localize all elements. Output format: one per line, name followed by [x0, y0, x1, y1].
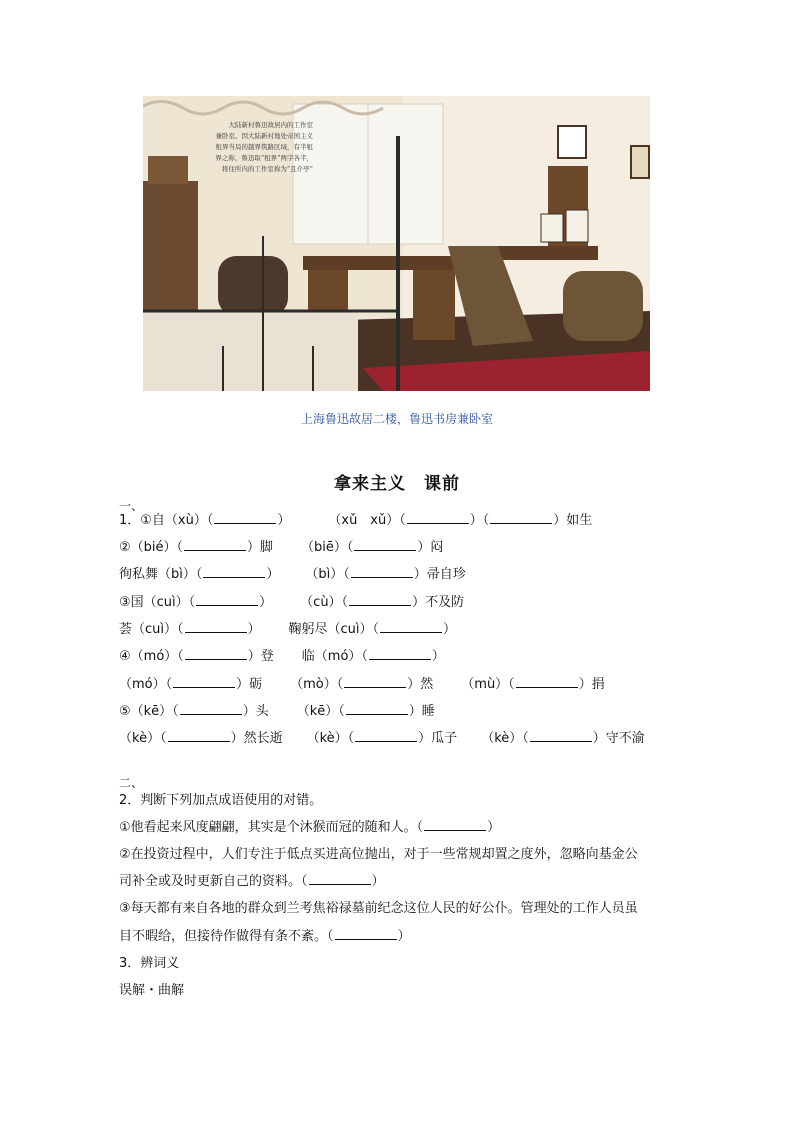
- answer-blank[interactable]: [214, 512, 276, 524]
- question-2-item-3-line-2: 目不暇给，但接待作做得有条不紊。（ ）: [119, 929, 411, 944]
- answer-blank[interactable]: [196, 594, 258, 606]
- question-row-9: （kè）（ ）然长逝 （kè）（ ）瓜子 （kè）（ ）守不渝: [119, 731, 645, 746]
- answer-blank[interactable]: [530, 730, 592, 742]
- overlay-line: 大陆新村鲁迅故居内的工作室: [228, 121, 313, 129]
- answer-blank[interactable]: [354, 539, 416, 551]
- answer-blank[interactable]: [180, 703, 242, 715]
- answer-blank[interactable]: [185, 648, 247, 660]
- answer-blank[interactable]: [407, 512, 469, 524]
- section-1-heading: 一、: [119, 499, 144, 513]
- question-row-3: 徇私舞（bì）（ ） （bì）（ ）帚自珍: [119, 567, 466, 582]
- section-2-heading: 二、: [119, 776, 144, 790]
- overlay-line: 将住所内的工作室称为“且介亭”: [221, 165, 313, 173]
- photo-caption: 上海鲁迅故居二楼，鲁迅书房兼卧室: [300, 412, 493, 426]
- page-title: 拿来主义 课前: [334, 474, 460, 494]
- answer-blank[interactable]: [184, 539, 246, 551]
- question-row-1: 1．①自（xù）（ ） （xǔ xǔ）（ ）（ ）如生: [119, 513, 593, 528]
- answer-blank[interactable]: [185, 621, 247, 633]
- question-row-2: ②（bié）（ ）脚 （biē）（ ）闷: [119, 540, 444, 555]
- answer-blank[interactable]: [344, 676, 406, 688]
- answer-blank[interactable]: [335, 928, 397, 940]
- answer-blank[interactable]: [309, 873, 371, 885]
- overlay-line: 界之称，鲁迅取“租界”两字各半，: [215, 154, 313, 162]
- question-row-4: ③国（cuì）（ ） （cù）（ ）不及防: [119, 595, 465, 610]
- answer-blank[interactable]: [490, 512, 552, 524]
- question-3-words: 误解・曲解: [119, 983, 185, 998]
- answer-blank[interactable]: [168, 730, 230, 742]
- question-2-item-2-line-1: ②在投资过程中，人们专注于低点买进高位抛出，对于一些常规却置之度外，忽略向基金公: [119, 847, 638, 862]
- answer-blank[interactable]: [355, 730, 417, 742]
- answer-blank[interactable]: [380, 621, 442, 633]
- question-2-item-3-line-1: ③每天都有来自各地的群众到兰考焦裕禄墓前纪念这位人民的好公仆。管理处的工作人员虽: [119, 901, 638, 916]
- overlay-line: 兼卧室。因大陆新村地处帝国主义: [215, 132, 313, 140]
- answer-blank[interactable]: [424, 819, 486, 831]
- question-row-7: （mó）（ ）砺 （mò）（ ）然 （mù）（ ）捐: [119, 677, 605, 692]
- question-row-6: ④（mó）（ ）登 临（mó）（ ）: [119, 649, 445, 664]
- answer-blank[interactable]: [203, 566, 265, 578]
- question-3-text: 3．辨词义: [119, 956, 180, 971]
- overlay-line: 租界当局的越界筑路区域，有半租: [215, 143, 313, 151]
- question-2-item-2-line-2: 司补全或及时更新自己的资料。（ ）: [119, 874, 385, 889]
- answer-blank[interactable]: [369, 648, 431, 660]
- question-2-text: 2．判断下列加点成语使用的对错。: [119, 793, 323, 808]
- answer-blank[interactable]: [516, 676, 578, 688]
- lu-xun-study-photo: [143, 96, 650, 391]
- question-2-item-1: ①他看起来风度翩翩，其实是个沐猴而冠的随和人。（ ）: [119, 820, 501, 835]
- answer-blank[interactable]: [351, 566, 413, 578]
- question-row-8: ⑤（kē）（ ）头 （kē）（ ）睡: [119, 704, 435, 719]
- answer-blank[interactable]: [173, 676, 235, 688]
- answer-blank[interactable]: [346, 703, 408, 715]
- photo-overlay-text: [195, 120, 313, 175]
- question-row-5: 荟（cuì）（ ） 鞠躬尽（cuì）（ ）: [119, 622, 457, 637]
- answer-blank[interactable]: [349, 594, 411, 606]
